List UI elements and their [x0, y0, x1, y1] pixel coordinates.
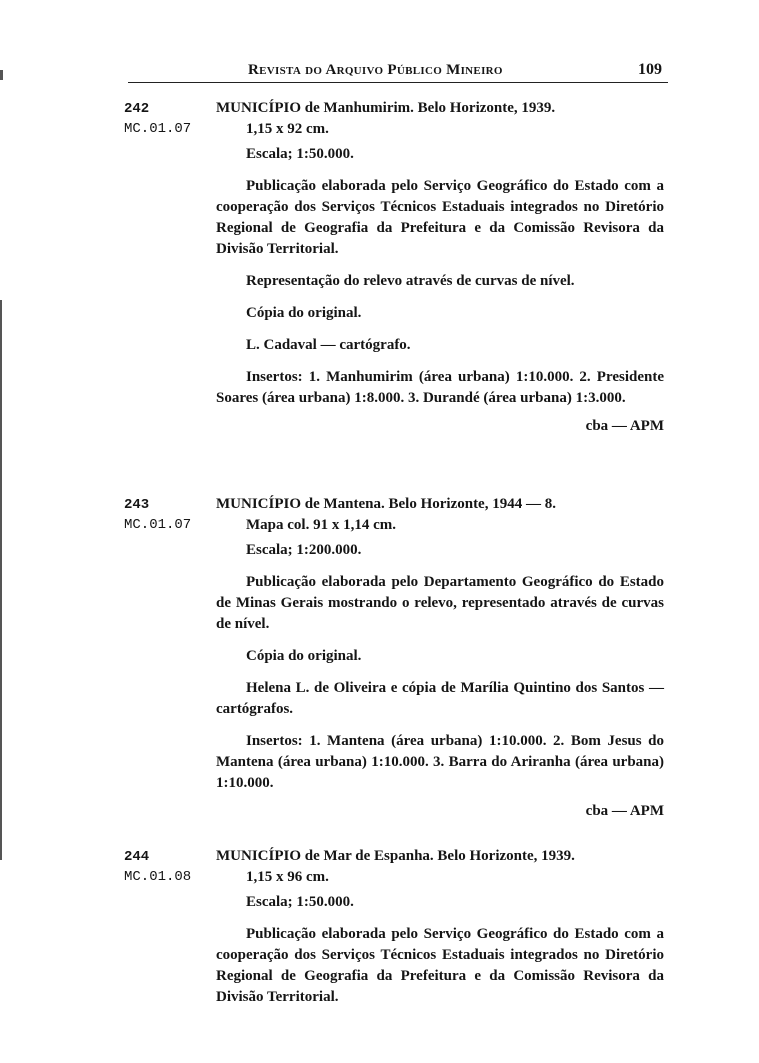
entry-inserts: Insertos: 1. Mantena (área urbana) 1:10.000. 2. Bom Jesus do Mantena (área urbana) 1:10.000. 3. Barra do Ariranha (área urbana) 1:10.000. [216, 733, 664, 791]
entry-copy: Cópia do original. [246, 305, 362, 321]
page-header [128, 62, 668, 86]
entry-code: MC.01.08 [124, 869, 192, 885]
entry-title [216, 494, 664, 536]
entry-source: cba — APM [585, 418, 664, 434]
entry-relief: Representação do relevo através de curvas de nível. [246, 273, 575, 289]
entry-copy: Cópia do original. [246, 648, 362, 664]
entry-description: Publicação elaborada pelo Departamento Geográfico do Estado de Minas Gerais mostrando o relevo, representado através de curvas de nível. [216, 574, 664, 632]
entry-title [216, 846, 664, 888]
header-rule [128, 82, 668, 83]
entry-scale: Escala; 1:50.000. [246, 146, 354, 162]
entry-body [216, 98, 664, 448]
entry-title-line2: 1,15 x 92 cm. [246, 121, 329, 137]
entry-inserts: Insertos: 1. Manhumirim (área urbana) 1:10.000. 2. Presidente Soares (área urbana) 1:8.000. 3. Durandé (área urbana) 1:3.000. [216, 369, 664, 406]
entry-code: MC.01.07 [124, 517, 192, 533]
entry-body [216, 494, 664, 833]
entry-title-line1: MUNICÍPIO de Mantena. Belo Horizonte, 1944 — 8. [216, 496, 556, 512]
entry-number: 243 [124, 497, 150, 513]
entry-number: 242 [124, 101, 150, 117]
entry-authors: Helena L. de Oliveira e cópia de Marília Quintino dos Santos — cartógrafos. [216, 680, 664, 717]
entry-authors: L. Cadaval — cartógrafo. [246, 337, 411, 353]
scan-edge-mark [0, 300, 2, 860]
entry-description: Publicação elaborada pelo Serviço Geográfico do Estado com a cooperação dos Serviços Técnicos Estaduais integrados no Diretório Regional de Geografia da Prefeitura e da Comissão Revisora da Divisão Territorial. [216, 178, 664, 257]
journal-title: Revista do Arquivo Público Mineiro [248, 62, 503, 78]
entry-number: 244 [124, 849, 150, 865]
entry-title-line2: 1,15 x 96 cm. [246, 869, 329, 885]
entry-title-line2: Mapa col. 91 x 1,14 cm. [246, 517, 396, 533]
entry-description: Publicação elaborada pelo Serviço Geográfico do Estado com a cooperação dos Serviços Técnicos Estaduais integrados no Diretório Regional de Geografia da Prefeitura e da Comissão Revisora da Divisão Territorial. [216, 926, 664, 1005]
page-number: 109 [638, 61, 662, 78]
entry-code: MC.01.07 [124, 121, 192, 137]
entry-title [216, 98, 664, 140]
entry-title-line1: MUNICÍPIO de Manhumirim. Belo Horizonte, 1939. [216, 100, 556, 116]
entry-scale: Escala; 1:200.000. [246, 542, 362, 558]
entry-scale: Escala; 1:50.000. [246, 894, 354, 910]
entry-body [216, 846, 664, 1019]
scan-edge-mark [0, 70, 3, 80]
entry-source: cba — APM [585, 803, 664, 819]
entry-title-line1: MUNICÍPIO de Mar de Espanha. Belo Horizonte, 1939. [216, 848, 575, 864]
